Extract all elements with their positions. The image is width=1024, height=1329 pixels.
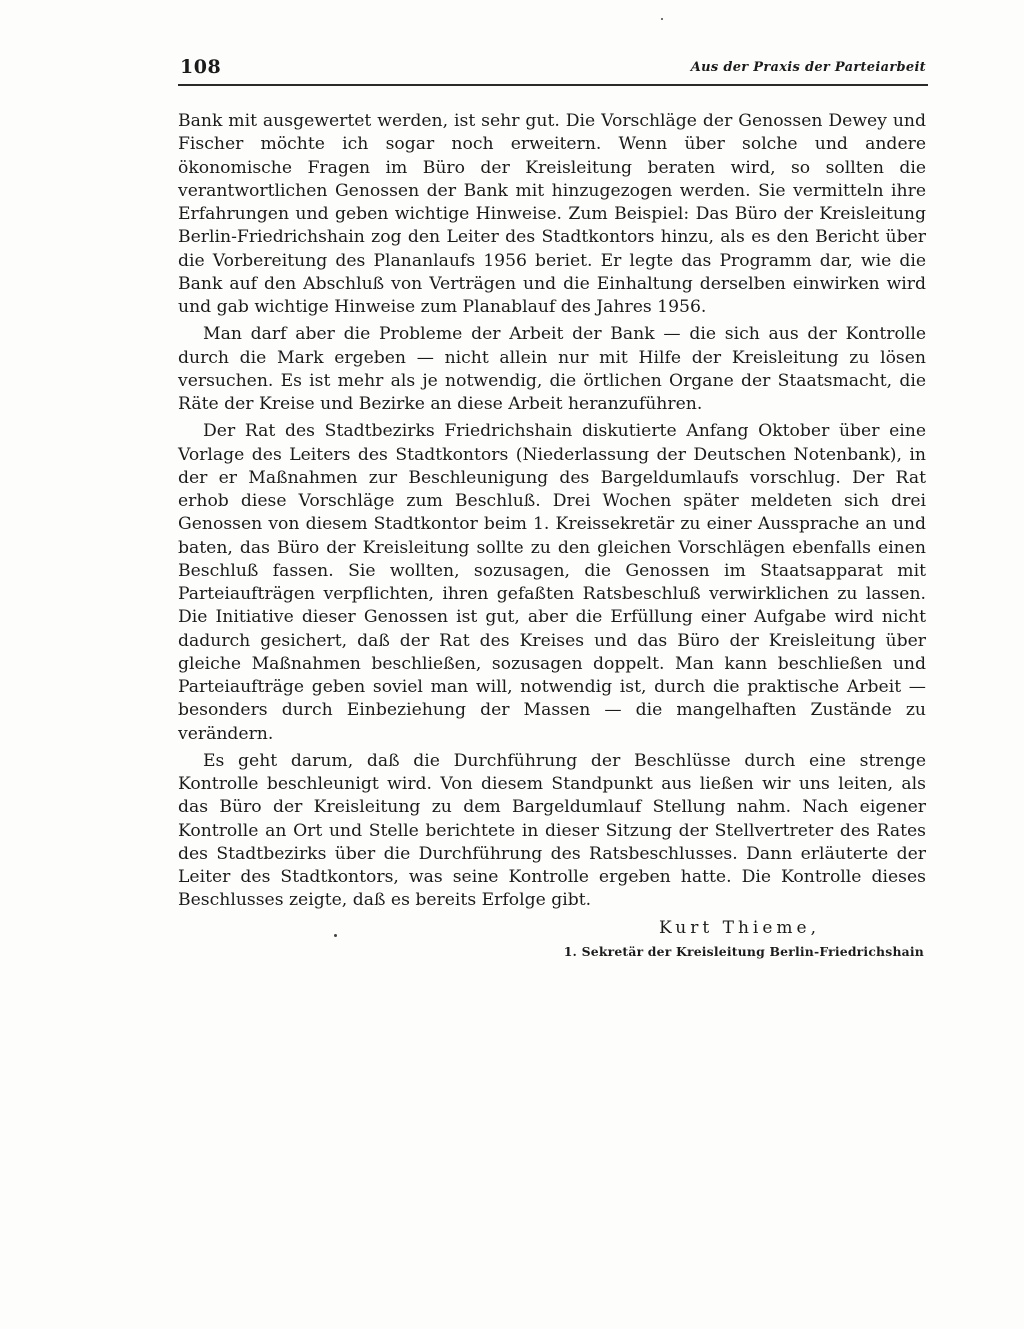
author-signature: Kurt Thieme, [658,918,820,938]
running-head: Aus der Praxis der Parteiarbeit [690,60,926,75]
page-number: 108 [180,56,222,78]
print-speck [334,934,337,937]
paragraph-4: Es geht darum, daß die Durchführung der Beschlüsse durch eine strenge Kontrolle beschleunigt wird. Von diesem Standpunkt aus ließen wir uns leiten, als das Büro der Kreisleitung zu dem Bargeldumlauf Stellung nahm. Nach eigener Kontrolle an Ort und Stelle berichtete in dieser Sitzung der Stellvertreter des Rates des Stadtbezirks über die Durchführung des Ratsbeschlusses. Dann erläuterte der Leiter des Stadtkontors, was seine Kontrolle ergeben hatte. Die Kontrolle dieses Beschlusses zeigte, daß es bereits Erfolge gibt. [178,750,926,911]
paragraph-2: Man darf aber die Probleme der Arbeit der Bank — die sich aus der Kontrolle durch die Mark ergeben — nicht allein nur mit Hilfe der Kreisleitung zu lösen versuchen. Es ist mehr als je notwendig, die örtlichen Organe der Staatsmacht, die Räte der Kreise und Bezirke an diese Arbeit heranzuführen. [178,324,926,414]
page-header [178,56,928,86]
author-affiliation: 1. Sekretär der Kreisleitung Berlin-Friedrichshain [563,944,924,959]
paragraph-3: Der Rat des Stadtbezirks Friedrichshain diskutierte Anfang Oktober über eine Vorlage des Leiters des Stadtkontors (Niederlassung der Deutschen Notenbank), in der er Maßnahmen zur Beschleunigung des Bargeldumlaufs vorschlug. Der Rat erhob diese Vorschläge zum Beschluß. Drei Wochen später meldeten sich drei Genossen von diesem Stadtkontor beim 1. Kreissekretär zu einer Aussprache an und baten, das Büro der Kreisleitung sollte zu den gleichen Vorschlägen ebenfalls einen Beschluß fassen. Sie wollten, sozusagen, die Genossen im Staatsapparat mit Parteiaufträgen verpflichten, ihren gefaßten Ratsbeschluß verwirklichen zu lassen. Die Initiative dieser Genossen ist gut, aber die Erfüllung einer Aufgabe wird nicht dadurch gesichert, daß der Rat des Kreises und das Büro der Kreisleitung über gleiche Maßnahmen beschließen, sozusagen doppelt. Man kann beschließen und Parteiaufträge geben soviel man will, notwendig ist, durch die praktische Arbeit — besonders durch Einbeziehung der Massen — die mangelhaften Zustände zu verändern. [178,421,926,744]
print-speck [661,18,663,20]
paragraph-1: Bank mit ausgewertet werden, ist sehr gut. Die Vorschläge der Genossen Dewey und Fischer möchte ich sogar noch erweitern. Wenn über solche und andere ökonomische Fragen im Büro der Kreisleitung beraten wird, so sollten die verantwortlichen Genossen der Bank mit hinzugezogen werden. Sie vermitteln ihre Erfahrungen und geben wichtige Hinweise. Zum Beispiel: Das Büro der Kreisleitung Berlin-Friedrichshain zog den Leiter des Stadtkontors hinzu, als es den Bericht über die Vorbereitung des Plananlaufs 1956 beriet. Er legte das Programm dar, wie die Bank auf den Abschluß von Verträgen und die Einhaltung derselben einwirken wird und gab wichtige Hinweise zum Planablauf des Jahres 1956. [178,111,926,317]
article-body [178,110,926,913]
